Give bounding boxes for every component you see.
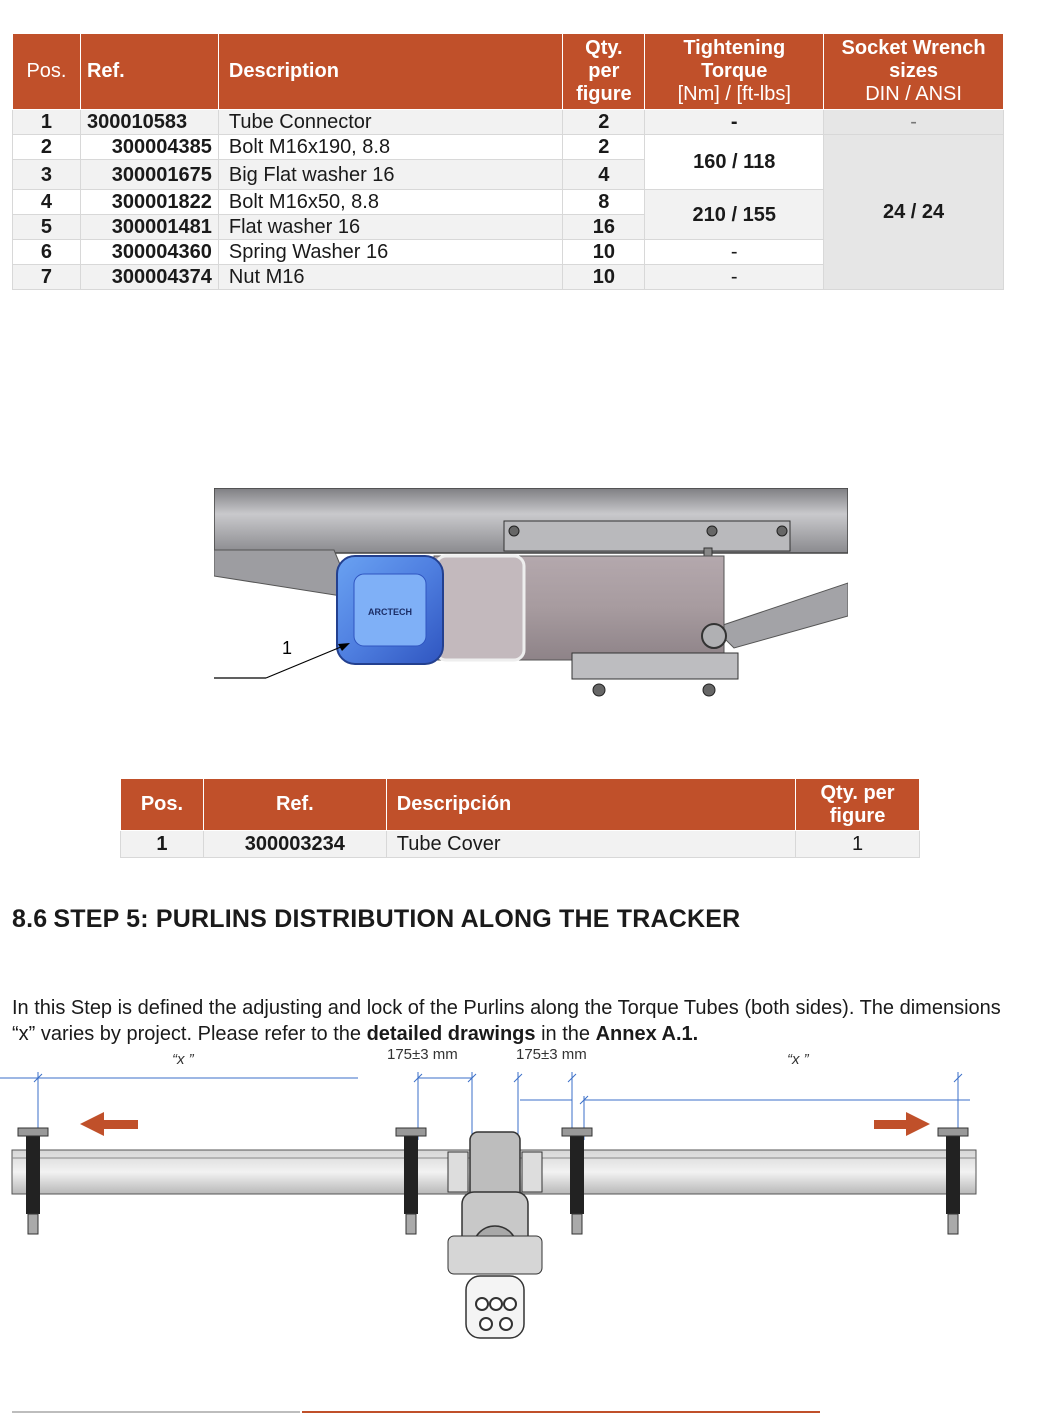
row-pos: 2 xyxy=(13,135,81,160)
section-number: 8.6 xyxy=(12,905,48,933)
nut-icon xyxy=(593,684,605,696)
bottom-clamp xyxy=(572,653,738,679)
header-socket xyxy=(824,34,1004,110)
footer-rule-grey xyxy=(12,1411,300,1413)
footer-rule-accent xyxy=(302,1411,820,1413)
row-socket: - xyxy=(824,110,1004,135)
dim-label-center-right: 175±3 mm xyxy=(516,1046,587,1063)
table-row xyxy=(121,831,920,858)
paragraph-bold-annex: Annex A.1. xyxy=(595,1023,699,1045)
header-qty: Qty. per figure xyxy=(796,779,920,831)
row-qty: 10 xyxy=(563,265,645,290)
header-torque-unit: [Nm] / [ft-lbs] xyxy=(677,83,791,105)
row-description: Tube Connector xyxy=(218,110,562,135)
row-description: Flat washer 16 xyxy=(218,215,562,240)
drive-flange-right xyxy=(522,1152,542,1192)
row-description: Big Flat washer 16 xyxy=(218,160,562,190)
dim-label-center-left: 175±3 mm xyxy=(387,1046,458,1063)
header-ref: Ref. xyxy=(203,779,386,831)
drive-flange-left xyxy=(448,1152,468,1192)
row-description: Nut M16 xyxy=(218,265,562,290)
bolt-icon xyxy=(480,1318,492,1330)
row-description: Bolt M16x50, 8.8 xyxy=(218,190,562,215)
socket-merged-2-7: 24 / 24 xyxy=(824,135,1004,290)
paragraph-bold-drawings: detailed drawings xyxy=(366,1023,536,1045)
top-plate xyxy=(504,521,790,551)
torque-merged-4-5: 210 / 155 xyxy=(645,190,824,240)
row-qty: 2 xyxy=(563,110,645,135)
row-description: Spring Washer 16 xyxy=(218,240,562,265)
row-qty: 10 xyxy=(563,240,645,265)
row-qty: 4 xyxy=(563,160,645,190)
row-pos: 5 xyxy=(13,215,81,240)
header-description: Descripción xyxy=(386,779,795,831)
row-torque: - xyxy=(645,110,824,135)
tube-cover-table xyxy=(120,778,920,858)
row-pos: 1 xyxy=(13,110,81,135)
row-ref: 300001822 xyxy=(80,190,218,215)
header-ref: Ref. xyxy=(80,34,218,110)
row-ref: 300010583 xyxy=(80,110,218,135)
tube-cover-figure xyxy=(214,488,848,708)
header-socket-unit: DIN / ANSI xyxy=(865,83,962,105)
cover-logo: ARCTECH xyxy=(368,607,412,617)
header-pos: Pos. xyxy=(121,779,204,831)
row-pos: 6 xyxy=(13,240,81,265)
table-row xyxy=(13,110,1004,135)
brace-right xyxy=(714,583,848,648)
row-description: Bolt M16x190, 8.8 xyxy=(218,135,562,160)
paragraph-text: in the xyxy=(535,1023,596,1045)
row-ref: 300004374 xyxy=(80,265,218,290)
row-torque: - xyxy=(645,265,824,290)
row-pos: 1 xyxy=(121,831,204,858)
fasteners-table xyxy=(12,33,1004,290)
row-pos: 4 xyxy=(13,190,81,215)
row-ref: 300004360 xyxy=(80,240,218,265)
row-ref: 300004385 xyxy=(80,135,218,160)
header-socket-title: Socket Wrench sizes xyxy=(841,37,986,82)
brace-left xyxy=(214,550,354,598)
header-qty: Qty. per figure xyxy=(563,34,645,110)
paragraph-text: In this Step is defined the adjusting and lock of the Purlins along the Torque Tubes (both sides). The dimensions “x” varies by project. Please refer to the xyxy=(12,997,1001,1045)
arrow-left-icon xyxy=(80,1112,138,1136)
hinge-icon xyxy=(702,624,726,648)
bolt-icon xyxy=(777,526,787,536)
bolt-icon xyxy=(504,1298,516,1310)
dim-label-left: “x ” xyxy=(172,1051,194,1068)
row-pos: 7 xyxy=(13,265,81,290)
torque-merged-2-3: 160 / 118 xyxy=(645,135,824,190)
header-pos: Pos. xyxy=(13,34,81,110)
row-ref: 300001481 xyxy=(80,215,218,240)
callout-number: 1 xyxy=(282,638,293,658)
header-torque-title: Tightening Torque xyxy=(683,37,786,82)
section-title: STEP 5: PURLINS DISTRIBUTION ALONG THE TRACKER xyxy=(53,905,741,933)
header-torque xyxy=(645,34,824,110)
bolt-icon xyxy=(490,1298,502,1310)
bolt-icon xyxy=(707,526,717,536)
dimension-lines xyxy=(0,1072,970,1140)
bolt-icon xyxy=(509,526,519,536)
drive-bracket xyxy=(448,1236,542,1274)
row-ref: 300003234 xyxy=(203,831,386,858)
bolt-icon xyxy=(500,1318,512,1330)
row-ref: 300001675 xyxy=(80,160,218,190)
row-qty: 16 xyxy=(563,215,645,240)
row-pos: 3 xyxy=(13,160,81,190)
leader-line xyxy=(266,644,348,678)
row-qty: 2 xyxy=(563,135,645,160)
row-torque: - xyxy=(645,240,824,265)
row-description: Tube Cover xyxy=(386,831,795,858)
header-description: Description xyxy=(218,34,562,110)
row-qty: 8 xyxy=(563,190,645,215)
dim-label-right: “x ” xyxy=(787,1051,809,1068)
purlin-distribution-figure xyxy=(0,1040,1042,1340)
arrow-right-icon xyxy=(874,1112,930,1136)
nut-icon xyxy=(703,684,715,696)
table-row xyxy=(13,135,1004,160)
tube-opening xyxy=(436,556,524,660)
bolt-icon xyxy=(476,1298,488,1310)
row-qty: 1 xyxy=(796,831,920,858)
section-heading xyxy=(12,905,740,934)
